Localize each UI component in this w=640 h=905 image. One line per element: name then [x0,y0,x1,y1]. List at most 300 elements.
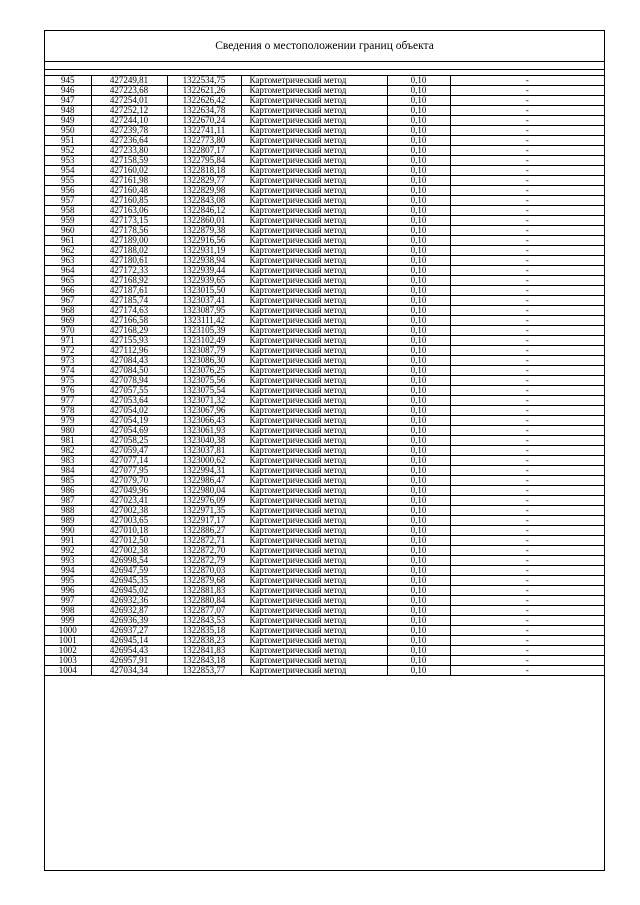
method-cell: Картометрический метод [241,586,387,596]
x-coordinate-cell: 427078,94 [91,376,167,386]
x-coordinate-cell: 427187,61 [91,286,167,296]
description-cell: - [450,636,604,646]
description-cell: - [450,556,604,566]
x-coordinate-cell: 427084,43 [91,356,167,366]
y-coordinate-cell: 1323015,50 [167,286,241,296]
table-row [45,406,604,416]
point-number-cell: 959 [45,216,91,226]
y-coordinate-cell: 1322843,08 [167,196,241,206]
point-number-cell: 998 [45,606,91,616]
y-coordinate-cell: 1323102,49 [167,336,241,346]
table-row [45,276,604,286]
y-coordinate-cell: 1322916,56 [167,236,241,246]
table-row [45,126,604,136]
y-coordinate-cell: 1322877,07 [167,606,241,616]
point-number-cell: 949 [45,116,91,126]
table-row [45,296,604,306]
accuracy-cell: 0,10 [387,216,450,226]
accuracy-cell: 0,10 [387,336,450,346]
y-coordinate-cell: 1323075,54 [167,386,241,396]
x-coordinate-cell: 426957,91 [91,656,167,666]
y-coordinate-cell: 1323037,41 [167,296,241,306]
table-row [45,536,604,546]
method-cell: Картометрический метод [241,186,387,196]
accuracy-cell: 0,10 [387,306,450,316]
table-row [45,236,604,246]
description-cell: - [450,86,604,96]
accuracy-cell: 0,10 [387,436,450,446]
accuracy-cell: 0,10 [387,146,450,156]
y-coordinate-cell: 1322841,83 [167,646,241,656]
accuracy-cell: 0,10 [387,406,450,416]
x-coordinate-cell: 427010,18 [91,526,167,536]
accuracy-cell: 0,10 [387,576,450,586]
table-row [45,306,604,316]
y-coordinate-cell: 1322829,77 [167,176,241,186]
point-number-cell: 958 [45,206,91,216]
point-number-cell: 948 [45,106,91,116]
x-coordinate-cell: 426998,54 [91,556,167,566]
accuracy-cell: 0,10 [387,286,450,296]
point-number-cell: 965 [45,276,91,286]
description-cell: - [450,486,604,496]
description-cell: - [450,286,604,296]
accuracy-cell: 0,10 [387,166,450,176]
point-number-cell: 988 [45,506,91,516]
method-cell: Картометрический метод [241,636,387,646]
method-cell: Картометрический метод [241,276,387,286]
method-cell: Картометрический метод [241,306,387,316]
accuracy-cell: 0,10 [387,446,450,456]
y-coordinate-cell: 1323111,42 [167,316,241,326]
description-cell: - [450,126,604,136]
x-coordinate-cell: 427059,47 [91,446,167,456]
description-cell: - [450,386,604,396]
description-cell: - [450,146,604,156]
table-row [45,386,604,396]
description-cell: - [450,456,604,466]
description-cell: - [450,196,604,206]
method-cell: Картометрический метод [241,266,387,276]
description-cell: - [450,296,604,306]
description-cell: - [450,516,604,526]
point-number-cell: 955 [45,176,91,186]
accuracy-cell: 0,10 [387,116,450,126]
method-cell: Картометрический метод [241,486,387,496]
y-coordinate-cell: 1323066,43 [167,416,241,426]
table-row [45,666,604,676]
accuracy-cell: 0,10 [387,476,450,486]
accuracy-cell: 0,10 [387,586,450,596]
x-coordinate-cell: 426932,87 [91,606,167,616]
table-row [45,626,604,636]
y-coordinate-cell: 1323067,96 [167,406,241,416]
table-row [45,336,604,346]
point-number-cell: 990 [45,526,91,536]
x-coordinate-cell: 427054,19 [91,416,167,426]
document-page [44,30,605,871]
description-cell: - [450,406,604,416]
y-coordinate-cell: 1323061,93 [167,426,241,436]
accuracy-cell: 0,10 [387,506,450,516]
table-row [45,226,604,236]
x-coordinate-cell: 427252,12 [91,106,167,116]
method-cell: Картометрический метод [241,646,387,656]
table-row [45,516,604,526]
description-cell: - [450,256,604,266]
table-row [45,636,604,646]
point-number-cell: 963 [45,256,91,266]
method-cell: Картометрический метод [241,126,387,136]
x-coordinate-cell: 427054,02 [91,406,167,416]
y-coordinate-cell: 1322870,03 [167,566,241,576]
point-number-cell: 953 [45,156,91,166]
y-coordinate-cell: 1322886,27 [167,526,241,536]
point-number-cell: 977 [45,396,91,406]
description-cell: - [450,476,604,486]
table-row [45,656,604,666]
method-cell: Картометрический метод [241,166,387,176]
y-coordinate-cell: 1322846,12 [167,206,241,216]
description-cell: - [450,496,604,506]
method-cell: Картометрический метод [241,366,387,376]
point-number-cell: 964 [45,266,91,276]
table-row [45,266,604,276]
point-number-cell: 996 [45,586,91,596]
y-coordinate-cell: 1322880,84 [167,596,241,606]
accuracy-cell: 0,10 [387,636,450,646]
table-row [45,496,604,506]
description-cell: - [450,346,604,356]
x-coordinate-cell: 427058,25 [91,436,167,446]
table-row [45,526,604,536]
accuracy-cell: 0,10 [387,516,450,526]
point-number-cell: 951 [45,136,91,146]
method-cell: Картометрический метод [241,236,387,246]
y-coordinate-cell: 1322534,75 [167,76,241,86]
x-coordinate-cell: 427189,00 [91,236,167,246]
table-row [45,416,604,426]
x-coordinate-cell: 427057,55 [91,386,167,396]
description-cell: - [450,156,604,166]
accuracy-cell: 0,10 [387,326,450,336]
point-number-cell: 952 [45,146,91,156]
accuracy-cell: 0,10 [387,156,450,166]
table-row [45,486,604,496]
x-coordinate-cell: 427023,41 [91,496,167,506]
point-number-cell: 967 [45,296,91,306]
y-coordinate-cell: 1322835,18 [167,626,241,636]
table-row [45,286,604,296]
point-number-cell: 968 [45,306,91,316]
description-cell: - [450,136,604,146]
accuracy-cell: 0,10 [387,296,450,306]
y-coordinate-cell: 1322879,68 [167,576,241,586]
y-coordinate-cell: 1322860,01 [167,216,241,226]
table-row [45,606,604,616]
accuracy-cell: 0,10 [387,546,450,556]
x-coordinate-cell: 427158,59 [91,156,167,166]
table-row [45,216,604,226]
accuracy-cell: 0,10 [387,666,450,676]
accuracy-cell: 0,10 [387,266,450,276]
point-number-cell: 957 [45,196,91,206]
x-coordinate-cell: 427185,74 [91,296,167,306]
point-number-cell: 976 [45,386,91,396]
x-coordinate-cell: 427053,64 [91,396,167,406]
x-coordinate-cell: 427166,58 [91,316,167,326]
description-cell: - [450,246,604,256]
accuracy-cell: 0,10 [387,526,450,536]
x-coordinate-cell: 427002,38 [91,506,167,516]
method-cell: Картометрический метод [241,416,387,426]
description-cell: - [450,236,604,246]
accuracy-cell: 0,10 [387,226,450,236]
method-cell: Картометрический метод [241,536,387,546]
accuracy-cell: 0,10 [387,486,450,496]
y-coordinate-cell: 1323075,56 [167,376,241,386]
point-number-cell: 975 [45,376,91,386]
table-row [45,586,604,596]
table-row [45,356,604,366]
description-cell: - [450,316,604,326]
point-number-cell: 974 [45,366,91,376]
method-cell: Картометрический метод [241,196,387,206]
description-cell: - [450,436,604,446]
description-cell: - [450,426,604,436]
description-cell: - [450,526,604,536]
method-cell: Картометрический метод [241,216,387,226]
table-row [45,376,604,386]
point-number-cell: 962 [45,246,91,256]
point-number-cell: 950 [45,126,91,136]
y-coordinate-cell: 1322879,38 [167,226,241,236]
point-number-cell: 991 [45,536,91,546]
method-cell: Картометрический метод [241,496,387,506]
y-coordinate-cell: 1322621,26 [167,86,241,96]
point-number-cell: 966 [45,286,91,296]
method-cell: Картометрический метод [241,466,387,476]
point-number-cell: 972 [45,346,91,356]
x-coordinate-cell: 427236,64 [91,136,167,146]
accuracy-cell: 0,10 [387,316,450,326]
table-row [45,436,604,446]
accuracy-cell: 0,10 [387,616,450,626]
description-cell: - [450,96,604,106]
y-coordinate-cell: 1322931,19 [167,246,241,256]
point-number-cell: 985 [45,476,91,486]
table-row [45,206,604,216]
y-coordinate-cell: 1322939,65 [167,276,241,286]
accuracy-cell: 0,10 [387,566,450,576]
accuracy-cell: 0,10 [387,556,450,566]
point-number-cell: 960 [45,226,91,236]
method-cell: Картометрический метод [241,526,387,536]
y-coordinate-cell: 1322843,53 [167,616,241,626]
x-coordinate-cell: 427161,98 [91,176,167,186]
y-coordinate-cell: 1322881,83 [167,586,241,596]
coordinates-table-body [45,76,604,676]
table-row [45,646,604,656]
method-cell: Картометрический метод [241,606,387,616]
point-number-cell: 945 [45,76,91,86]
y-coordinate-cell: 1323086,30 [167,356,241,366]
description-cell: - [450,416,604,426]
y-coordinate-cell: 1323076,25 [167,366,241,376]
y-coordinate-cell: 1322818,18 [167,166,241,176]
point-number-cell: 978 [45,406,91,416]
accuracy-cell: 0,10 [387,76,450,86]
description-cell: - [450,276,604,286]
table-row [45,136,604,146]
point-number-cell: 981 [45,436,91,446]
method-cell: Картометрический метод [241,256,387,266]
y-coordinate-cell: 1322971,35 [167,506,241,516]
table-row [45,76,604,86]
table-row [45,616,604,626]
method-cell: Картометрический метод [241,506,387,516]
x-coordinate-cell: 427077,95 [91,466,167,476]
x-coordinate-cell: 427160,48 [91,186,167,196]
table-row [45,466,604,476]
description-cell: - [450,656,604,666]
accuracy-cell: 0,10 [387,496,450,506]
method-cell: Картометрический метод [241,426,387,436]
table-row [45,106,604,116]
point-number-cell: 983 [45,456,91,466]
x-coordinate-cell: 427049,96 [91,486,167,496]
method-cell: Картометрический метод [241,106,387,116]
y-coordinate-cell: 1322872,70 [167,546,241,556]
description-cell: - [450,306,604,316]
method-cell: Картометрический метод [241,136,387,146]
x-coordinate-cell: 427160,85 [91,196,167,206]
accuracy-cell: 0,10 [387,126,450,136]
point-number-cell: 995 [45,576,91,586]
y-coordinate-cell: 1322872,79 [167,556,241,566]
point-number-cell: 971 [45,336,91,346]
accuracy-cell: 0,10 [387,276,450,286]
y-coordinate-cell: 1323105,39 [167,326,241,336]
description-cell: - [450,586,604,596]
x-coordinate-cell: 427244,10 [91,116,167,126]
accuracy-cell: 0,10 [387,106,450,116]
x-coordinate-cell: 427180,61 [91,256,167,266]
point-number-cell: 947 [45,96,91,106]
x-coordinate-cell: 426945,35 [91,576,167,586]
description-cell: - [450,116,604,126]
accuracy-cell: 0,10 [387,536,450,546]
y-coordinate-cell: 1322917,17 [167,516,241,526]
point-number-cell: 992 [45,546,91,556]
accuracy-cell: 0,10 [387,466,450,476]
x-coordinate-cell: 426932,36 [91,596,167,606]
accuracy-cell: 0,10 [387,426,450,436]
x-coordinate-cell: 427160,02 [91,166,167,176]
table-row [45,316,604,326]
y-coordinate-cell: 1322670,24 [167,116,241,126]
method-cell: Картометрический метод [241,516,387,526]
method-cell: Картометрический метод [241,436,387,446]
description-cell: - [450,366,604,376]
accuracy-cell: 0,10 [387,96,450,106]
y-coordinate-cell: 1322626,42 [167,96,241,106]
method-cell: Картометрический метод [241,596,387,606]
description-cell: - [450,506,604,516]
table-row [45,556,604,566]
table-row [45,506,604,516]
accuracy-cell: 0,10 [387,376,450,386]
description-cell: - [450,596,604,606]
table-row [45,86,604,96]
table-row [45,196,604,206]
y-coordinate-cell: 1322976,09 [167,496,241,506]
point-number-cell: 956 [45,186,91,196]
y-coordinate-cell: 1323087,79 [167,346,241,356]
x-coordinate-cell: 426945,14 [91,636,167,646]
point-number-cell: 987 [45,496,91,506]
point-number-cell: 946 [45,86,91,96]
method-cell: Картометрический метод [241,316,387,326]
description-cell: - [450,166,604,176]
method-cell: Картометрический метод [241,616,387,626]
method-cell: Картометрический метод [241,396,387,406]
method-cell: Картометрический метод [241,76,387,86]
accuracy-cell: 0,10 [387,596,450,606]
point-number-cell: 982 [45,446,91,456]
description-cell: - [450,396,604,406]
y-coordinate-cell: 1322741,11 [167,126,241,136]
method-cell: Картометрический метод [241,116,387,126]
point-number-cell: 954 [45,166,91,176]
y-coordinate-cell: 1322986,47 [167,476,241,486]
description-cell: - [450,356,604,366]
description-cell: - [450,336,604,346]
x-coordinate-cell: 427168,92 [91,276,167,286]
x-coordinate-cell: 427163,06 [91,206,167,216]
x-coordinate-cell: 427223,68 [91,86,167,96]
accuracy-cell: 0,10 [387,606,450,616]
description-cell: - [450,176,604,186]
x-coordinate-cell: 426936,39 [91,616,167,626]
accuracy-cell: 0,10 [387,206,450,216]
description-cell: - [450,646,604,656]
method-cell: Картометрический метод [241,346,387,356]
x-coordinate-cell: 427002,38 [91,546,167,556]
accuracy-cell: 0,10 [387,236,450,246]
x-coordinate-cell: 427077,14 [91,456,167,466]
y-coordinate-cell: 1322872,71 [167,536,241,546]
method-cell: Картометрический метод [241,576,387,586]
method-cell: Картометрический метод [241,556,387,566]
description-cell: - [450,76,604,86]
table-row [45,176,604,186]
method-cell: Картометрический метод [241,376,387,386]
table-row [45,256,604,266]
method-cell: Картометрический метод [241,86,387,96]
table-row [45,146,604,156]
x-coordinate-cell: 427155,93 [91,336,167,346]
description-cell: - [450,566,604,576]
table-row [45,326,604,336]
table-row [45,456,604,466]
table-row [45,346,604,356]
x-coordinate-cell: 427233,80 [91,146,167,156]
x-coordinate-cell: 427249,81 [91,76,167,86]
y-coordinate-cell: 1322994,31 [167,466,241,476]
accuracy-cell: 0,10 [387,136,450,146]
description-cell: - [450,536,604,546]
